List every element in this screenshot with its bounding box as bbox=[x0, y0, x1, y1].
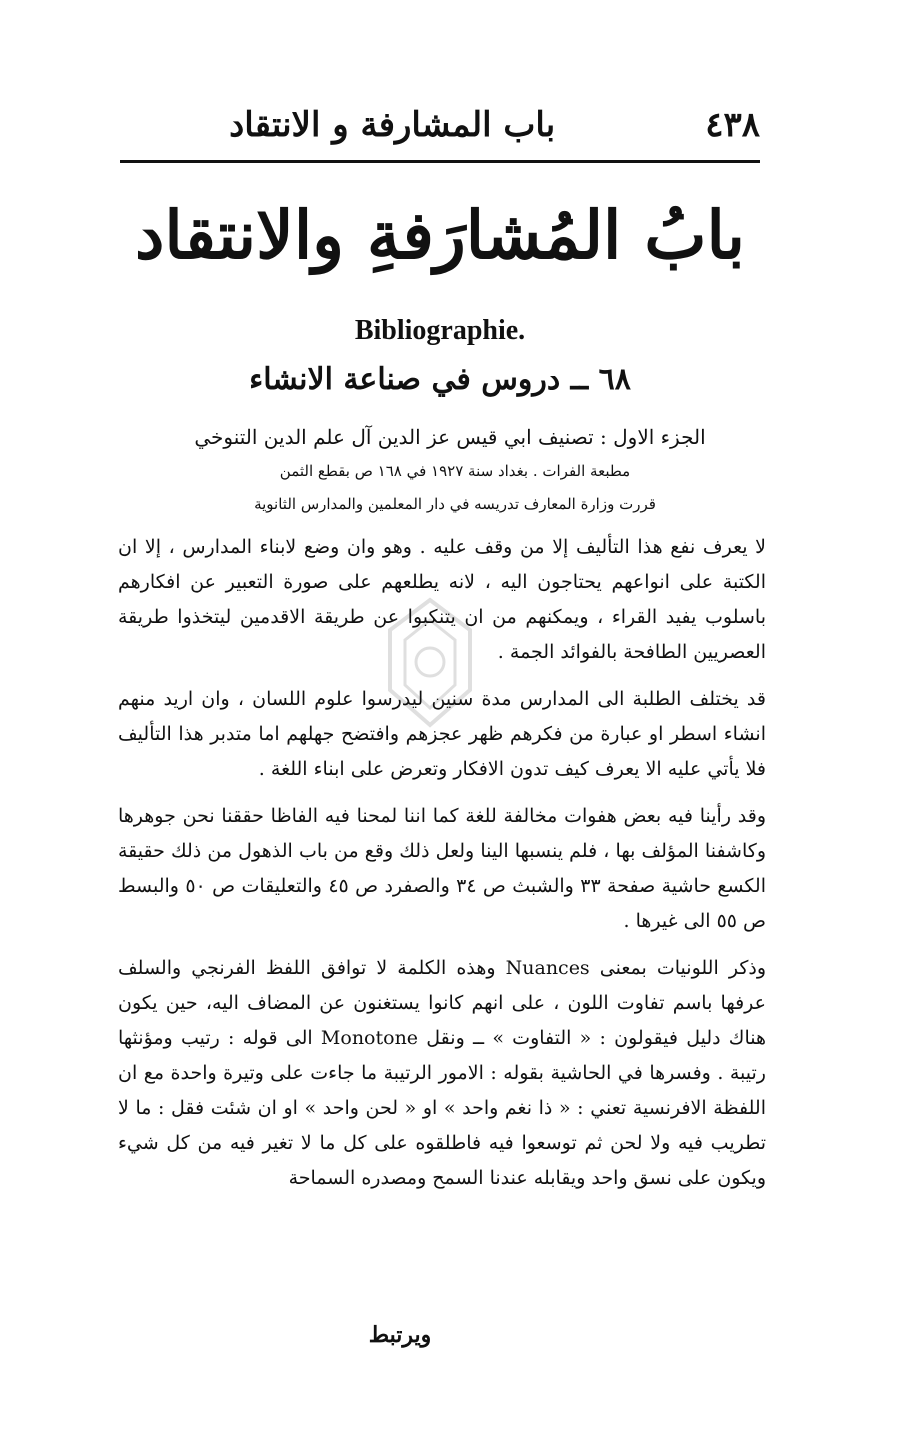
running-title: باب المشارفة و الانتقاد bbox=[229, 105, 556, 145]
section-title: بابُ المُشارَفةِ والانتقاد bbox=[135, 196, 745, 274]
paragraph: قد يختلف الطلبة الى المدارس مدة سنين ليدرسوا علوم اللسان ، وان اريد منهم انشاء اسطر او عبارة من فكرهم ظهر عجزهم وافتضح جهلهم اما متدبر هذا التأليف فلا يأتي عليه الا يعرف كيف تدون الافكار وتعرض على ابناء اللغة . bbox=[118, 688, 766, 780]
running-head bbox=[120, 100, 760, 150]
header-rule bbox=[120, 160, 760, 163]
catchword: ويرتبط bbox=[368, 1322, 432, 1348]
latin-heading: Bibliographie. bbox=[354, 315, 526, 346]
book-approval-line: قررت وزارة المعارف تدريسه في دار المعلمين والمدارس الثانوية bbox=[254, 495, 656, 513]
book-author-line: الجزء الاول : تصنيف ابي قيس عز الدين آل علم الدين التنوخي bbox=[194, 425, 706, 449]
paragraph: وقد رأينا فيه بعض هفوات مخالفة للغة كما اننا لمحنا فيه الفاظا حققنا نحن جوهرها وكاشفنا المؤلف بها ، فلم ينسبها الينا ولعل ذلك وقع من باب الذهول من ذلك حقيقة الكسع حاشية صفحة ٣٣ والشبث ص ٣٤ والصفرد ص ٤٥ والتعليقات ص ٥٠ والبسط ص ٥٥ الى غيرها . bbox=[118, 805, 766, 932]
book-publication-line: مطبعة الفرات . بغداد سنة ١٩٢٧ في ١٦٨ ص بقطع الثمن bbox=[279, 462, 631, 480]
review-heading: ٦٨ ــ دروس في صناعة الانشاء bbox=[249, 362, 631, 397]
page-number: ٤٣٨ bbox=[705, 105, 760, 145]
paragraph: وذكر اللونيات بمعنى Nuances وهذه الكلمة لا توافق اللفظ الفرنجي والسلف عرفها باسم تفاوت اللون ، على انهم كانوا يستغنون عن المضاف اليه، حين يكون هناك دليل فيقولون : « التفاوت » ــ ونقل Monotone الى قوله : رتيب ومؤنثها رتيبة . وفسرها في الحاشية بقوله : الامور الرتيبة ما جاءت على وتيرة واحدة مع ان اللفظة الافرنسية تعني : « ذا نغم واحد » او « لحن واحد » او ان شئت فقل : ما لا تطريب فيه ولا لحن ثم توسعوا فيه فاطلقوه على كل ما لا تغير فيه من كل شيء ويكون على نسق واحد ويقابله عندنا السمح ومصدره السماحة bbox=[118, 957, 766, 1189]
review-body bbox=[118, 530, 766, 1196]
paragraph: لا يعرف نفع هذا التأليف إلا من وقف عليه . وهو وان وضع لابناء المدارس ، إلا ان الكتبة على انواعهم يحتاجون اليه ، لانه يطلعهم على صورة التعبير عن افكارهم باسلوب يفيد القراء ، ويمكنهم من ان يتنكبوا عن طريقة الاقدمين ليتخذوا طريقة العصريين الطافحة بالفوائد الجمة . bbox=[118, 536, 766, 663]
